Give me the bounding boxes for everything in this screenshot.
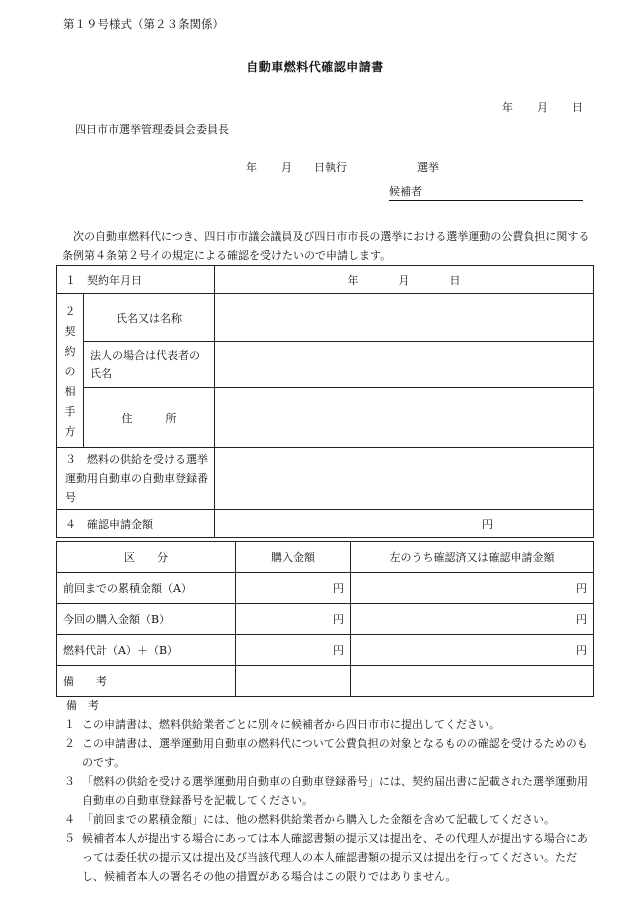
table-row bbox=[57, 635, 594, 666]
note-item bbox=[62, 734, 594, 772]
amount-label: ４ 確認申請金額 bbox=[57, 510, 215, 538]
note-number: １ bbox=[64, 718, 75, 731]
date-year: 年 bbox=[502, 101, 513, 114]
header-category: 区 分 bbox=[57, 542, 236, 573]
yen-unit: 円 bbox=[576, 582, 587, 595]
row-label: 燃料代計（A）＋（B） bbox=[57, 635, 236, 666]
note-text: 「前回までの累積金額」には、他の燃料供給業者から購入した金額を含めて記載してください。 bbox=[82, 813, 555, 826]
intro-text: 次の自動車燃料代につき、四日市市議会議員及び四日市市長の選挙における選挙運動の公費負担に関する条例第４条第２号イの規定による確認を受けたいので申請します。 bbox=[62, 230, 590, 262]
header-confirmed-amount: 左のうち確認済又は確認申請金額 bbox=[351, 542, 594, 573]
form-number: 第１９号様式（第２３条関係） bbox=[63, 17, 224, 31]
note-item bbox=[62, 715, 594, 734]
contract-year: 年 bbox=[347, 273, 359, 287]
date-day: 日 bbox=[572, 101, 583, 114]
yen-unit: 円 bbox=[333, 582, 344, 595]
confirmed-amount-cell[interactable] bbox=[351, 604, 594, 635]
amount-table bbox=[56, 541, 594, 697]
election-day: 日執行 bbox=[314, 161, 347, 174]
application-date bbox=[502, 99, 583, 115]
party-char: ２ bbox=[64, 304, 76, 318]
note-number: ２ bbox=[64, 737, 75, 750]
yen-unit: 円 bbox=[576, 613, 587, 626]
name-value[interactable] bbox=[215, 294, 594, 342]
vehicle-number-label: ３ 燃料の供給を受ける選挙運動用自動車の自動車登録番号 bbox=[57, 448, 215, 510]
remarks-cell[interactable] bbox=[236, 666, 351, 697]
note-item bbox=[62, 810, 594, 829]
note-item bbox=[62, 772, 594, 810]
representative-label: 法人の場合は代表者の氏名 bbox=[84, 342, 215, 388]
name-label: 氏名又は名称 bbox=[84, 294, 215, 342]
row-label: 前回までの累積金額（A） bbox=[57, 573, 236, 604]
note-text: この申請書は、選挙運動用自動車の燃料代について公費負担の対象となるものの確認を受けるためのものです。 bbox=[82, 737, 588, 769]
yen-unit: 円 bbox=[576, 644, 587, 657]
note-item bbox=[62, 829, 594, 886]
election-type: 選挙 bbox=[417, 161, 439, 174]
contract-day: 日 bbox=[449, 273, 461, 287]
party-char: 方 bbox=[64, 424, 76, 438]
row-label: 備 考 bbox=[57, 666, 236, 697]
yen-unit: 円 bbox=[333, 613, 344, 626]
election-year: 年 bbox=[246, 161, 257, 174]
candidate-label: 候補者 bbox=[389, 185, 422, 198]
contract-party-label bbox=[57, 294, 84, 448]
candidate-field[interactable] bbox=[389, 183, 583, 201]
confirmed-amount-cell[interactable] bbox=[351, 635, 594, 666]
note-text: 「燃料の供給を受ける選挙運動用自動車の自動車登録番号」には、契約届出書に記載された選挙運動用自動車の自動車登録番号を記載してください。 bbox=[82, 775, 588, 807]
note-number: ５ bbox=[64, 832, 75, 845]
table-row bbox=[57, 604, 594, 635]
election-line bbox=[246, 159, 439, 175]
yen-unit: 円 bbox=[333, 644, 344, 657]
amount-value[interactable] bbox=[215, 510, 594, 538]
note-text: この申請書は、燃料供給業者ごとに別々に候補者から四日市市に提出してください。 bbox=[82, 718, 500, 731]
header-purchase-amount: 購入金額 bbox=[236, 542, 351, 573]
purchase-amount-cell[interactable] bbox=[236, 635, 351, 666]
party-char: の bbox=[64, 364, 76, 378]
note-text: 候補者本人が提出する場合にあっては本人確認書類の提示又は提出を、その代理人が提出する場合にあっては委任状の提示又は提出及び当該代理人の本人確認書類の提示又は提出を行ってください。ただし、候補者本人の署名その他の措置がある場合はこの限りではありません。 bbox=[82, 832, 588, 883]
notes-heading: 備 考 bbox=[66, 699, 99, 712]
addressee: 四日市市選挙管理委員会委員長 bbox=[75, 123, 229, 136]
notes-section bbox=[62, 696, 594, 886]
party-char: 相 bbox=[64, 384, 76, 398]
contract-month: 月 bbox=[398, 273, 410, 287]
note-number: ３ bbox=[64, 775, 75, 788]
contract-date-value[interactable] bbox=[215, 266, 594, 294]
row-label: 今回の購入金額（B） bbox=[57, 604, 236, 635]
election-month: 月 bbox=[281, 161, 292, 174]
date-month: 月 bbox=[537, 101, 548, 114]
purchase-amount-cell[interactable] bbox=[236, 573, 351, 604]
party-char: 手 bbox=[64, 404, 76, 418]
confirmed-amount-cell[interactable] bbox=[351, 573, 594, 604]
note-number: ４ bbox=[64, 813, 75, 826]
party-char: 約 bbox=[64, 344, 76, 358]
vehicle-number-value[interactable] bbox=[215, 448, 594, 510]
address-value[interactable] bbox=[215, 388, 594, 448]
amount-unit: 円 bbox=[482, 517, 493, 531]
remarks-cell[interactable] bbox=[351, 666, 594, 697]
table-row bbox=[57, 573, 594, 604]
purchase-amount-cell[interactable] bbox=[236, 604, 351, 635]
party-char: 契 bbox=[64, 324, 76, 338]
contract-date-label: １ 契約年月日 bbox=[57, 266, 215, 294]
representative-value[interactable] bbox=[215, 342, 594, 388]
address-label: 住 所 bbox=[84, 388, 215, 448]
table-row bbox=[57, 666, 594, 697]
contract-table bbox=[56, 265, 594, 538]
document-title: 自動車燃料代確認申請書 bbox=[246, 60, 384, 74]
